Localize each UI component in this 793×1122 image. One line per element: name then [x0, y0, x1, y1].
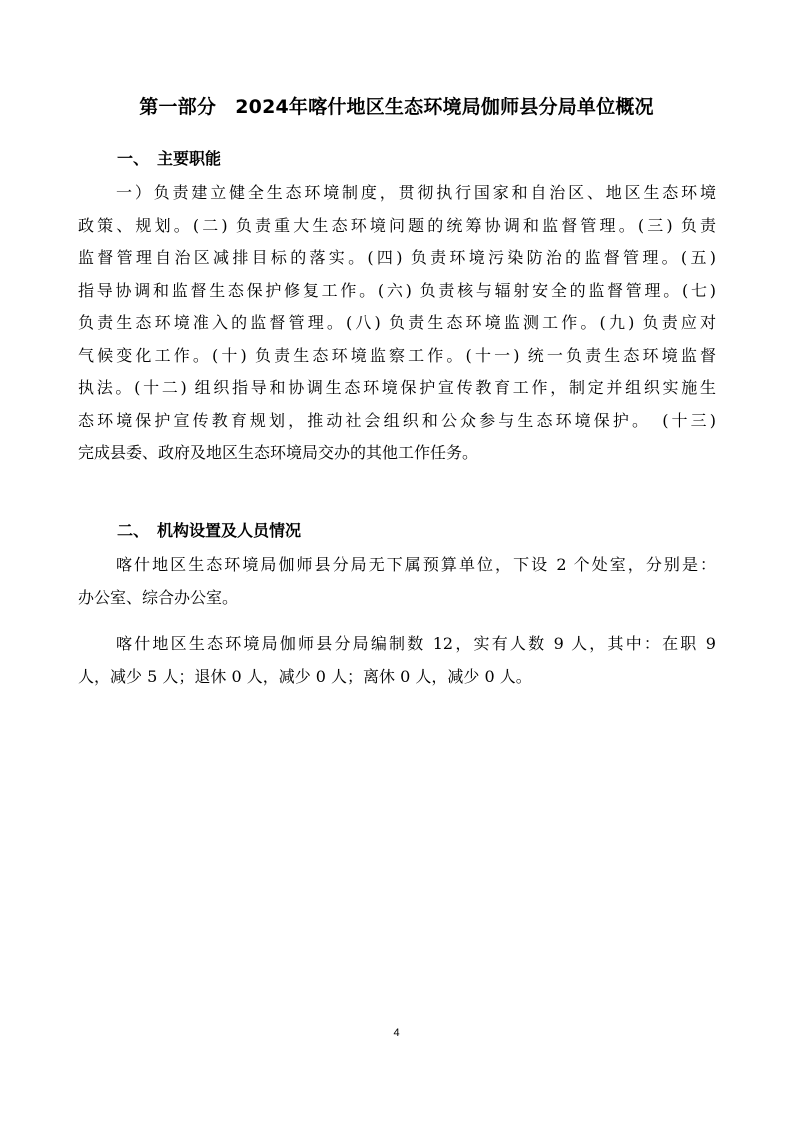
page-number: 4	[393, 1027, 400, 1039]
paragraph-line: 执法。(十二) 组织指导和协调生态环境保护宣传教育工作，制定并组织实施生	[78, 378, 716, 397]
section-heading-organization-staff: 二、 机构设置及人员情况	[117, 521, 302, 540]
paragraph-line: 态环境保护宣传教育规划，推动社会组织和公众参与生态环境保护。 (十三)	[78, 410, 716, 430]
paragraph-line: 人，减少 5 人；退休 0 人，减少 0 人；离休 0 人，减少 0 人。	[78, 666, 532, 686]
paragraph-line: 监督管理自治区减排目标的落实。(四) 负责环境污染防治的监督管理。(五)	[78, 248, 716, 267]
organization-paragraph	[78, 549, 716, 614]
paragraph-line: 一）负责建立健全生态环境制度，贯彻执行国家和自治区、地区生态环境	[116, 183, 716, 202]
main-functions-paragraph	[78, 177, 716, 470]
paragraph-line: 喀什地区生态环境局伽师县分局编制数 12，实有人数 9 人，其中：在职 9	[116, 634, 716, 653]
paragraph-line: 政策、规划。(二) 负责重大生态环境问题的统筹协调和监督管理。(三) 负责	[78, 215, 716, 235]
paragraph-line: 负责生态环境准入的监督管理。(八) 负责生态环境监测工作。(九) 负责应对	[78, 313, 716, 332]
paragraph-line: 办公室、综合办公室。	[78, 587, 239, 607]
page-title: 第一部分 2024年喀什地区生态环境局伽师县分局单位概况	[139, 96, 654, 118]
section-heading-main-functions: 一、 主要职能	[117, 149, 222, 168]
staff-paragraph	[78, 628, 716, 693]
paragraph-line: 指导协调和监督生态保护修复工作。(六) 负责核与辐射安全的监督管理。(七)	[78, 280, 716, 300]
paragraph-line: 喀什地区生态环境局伽师县分局无下属预算单位，下设 2 个处室，分别是：	[116, 555, 716, 574]
paragraph-line: 气候变化工作。(十) 负责生态环境监察工作。(十一) 统一负责生态环境监督	[78, 345, 716, 365]
paragraph-line: 完成县委、政府及地区生态环境局交办的其他工作任务。	[78, 443, 479, 462]
